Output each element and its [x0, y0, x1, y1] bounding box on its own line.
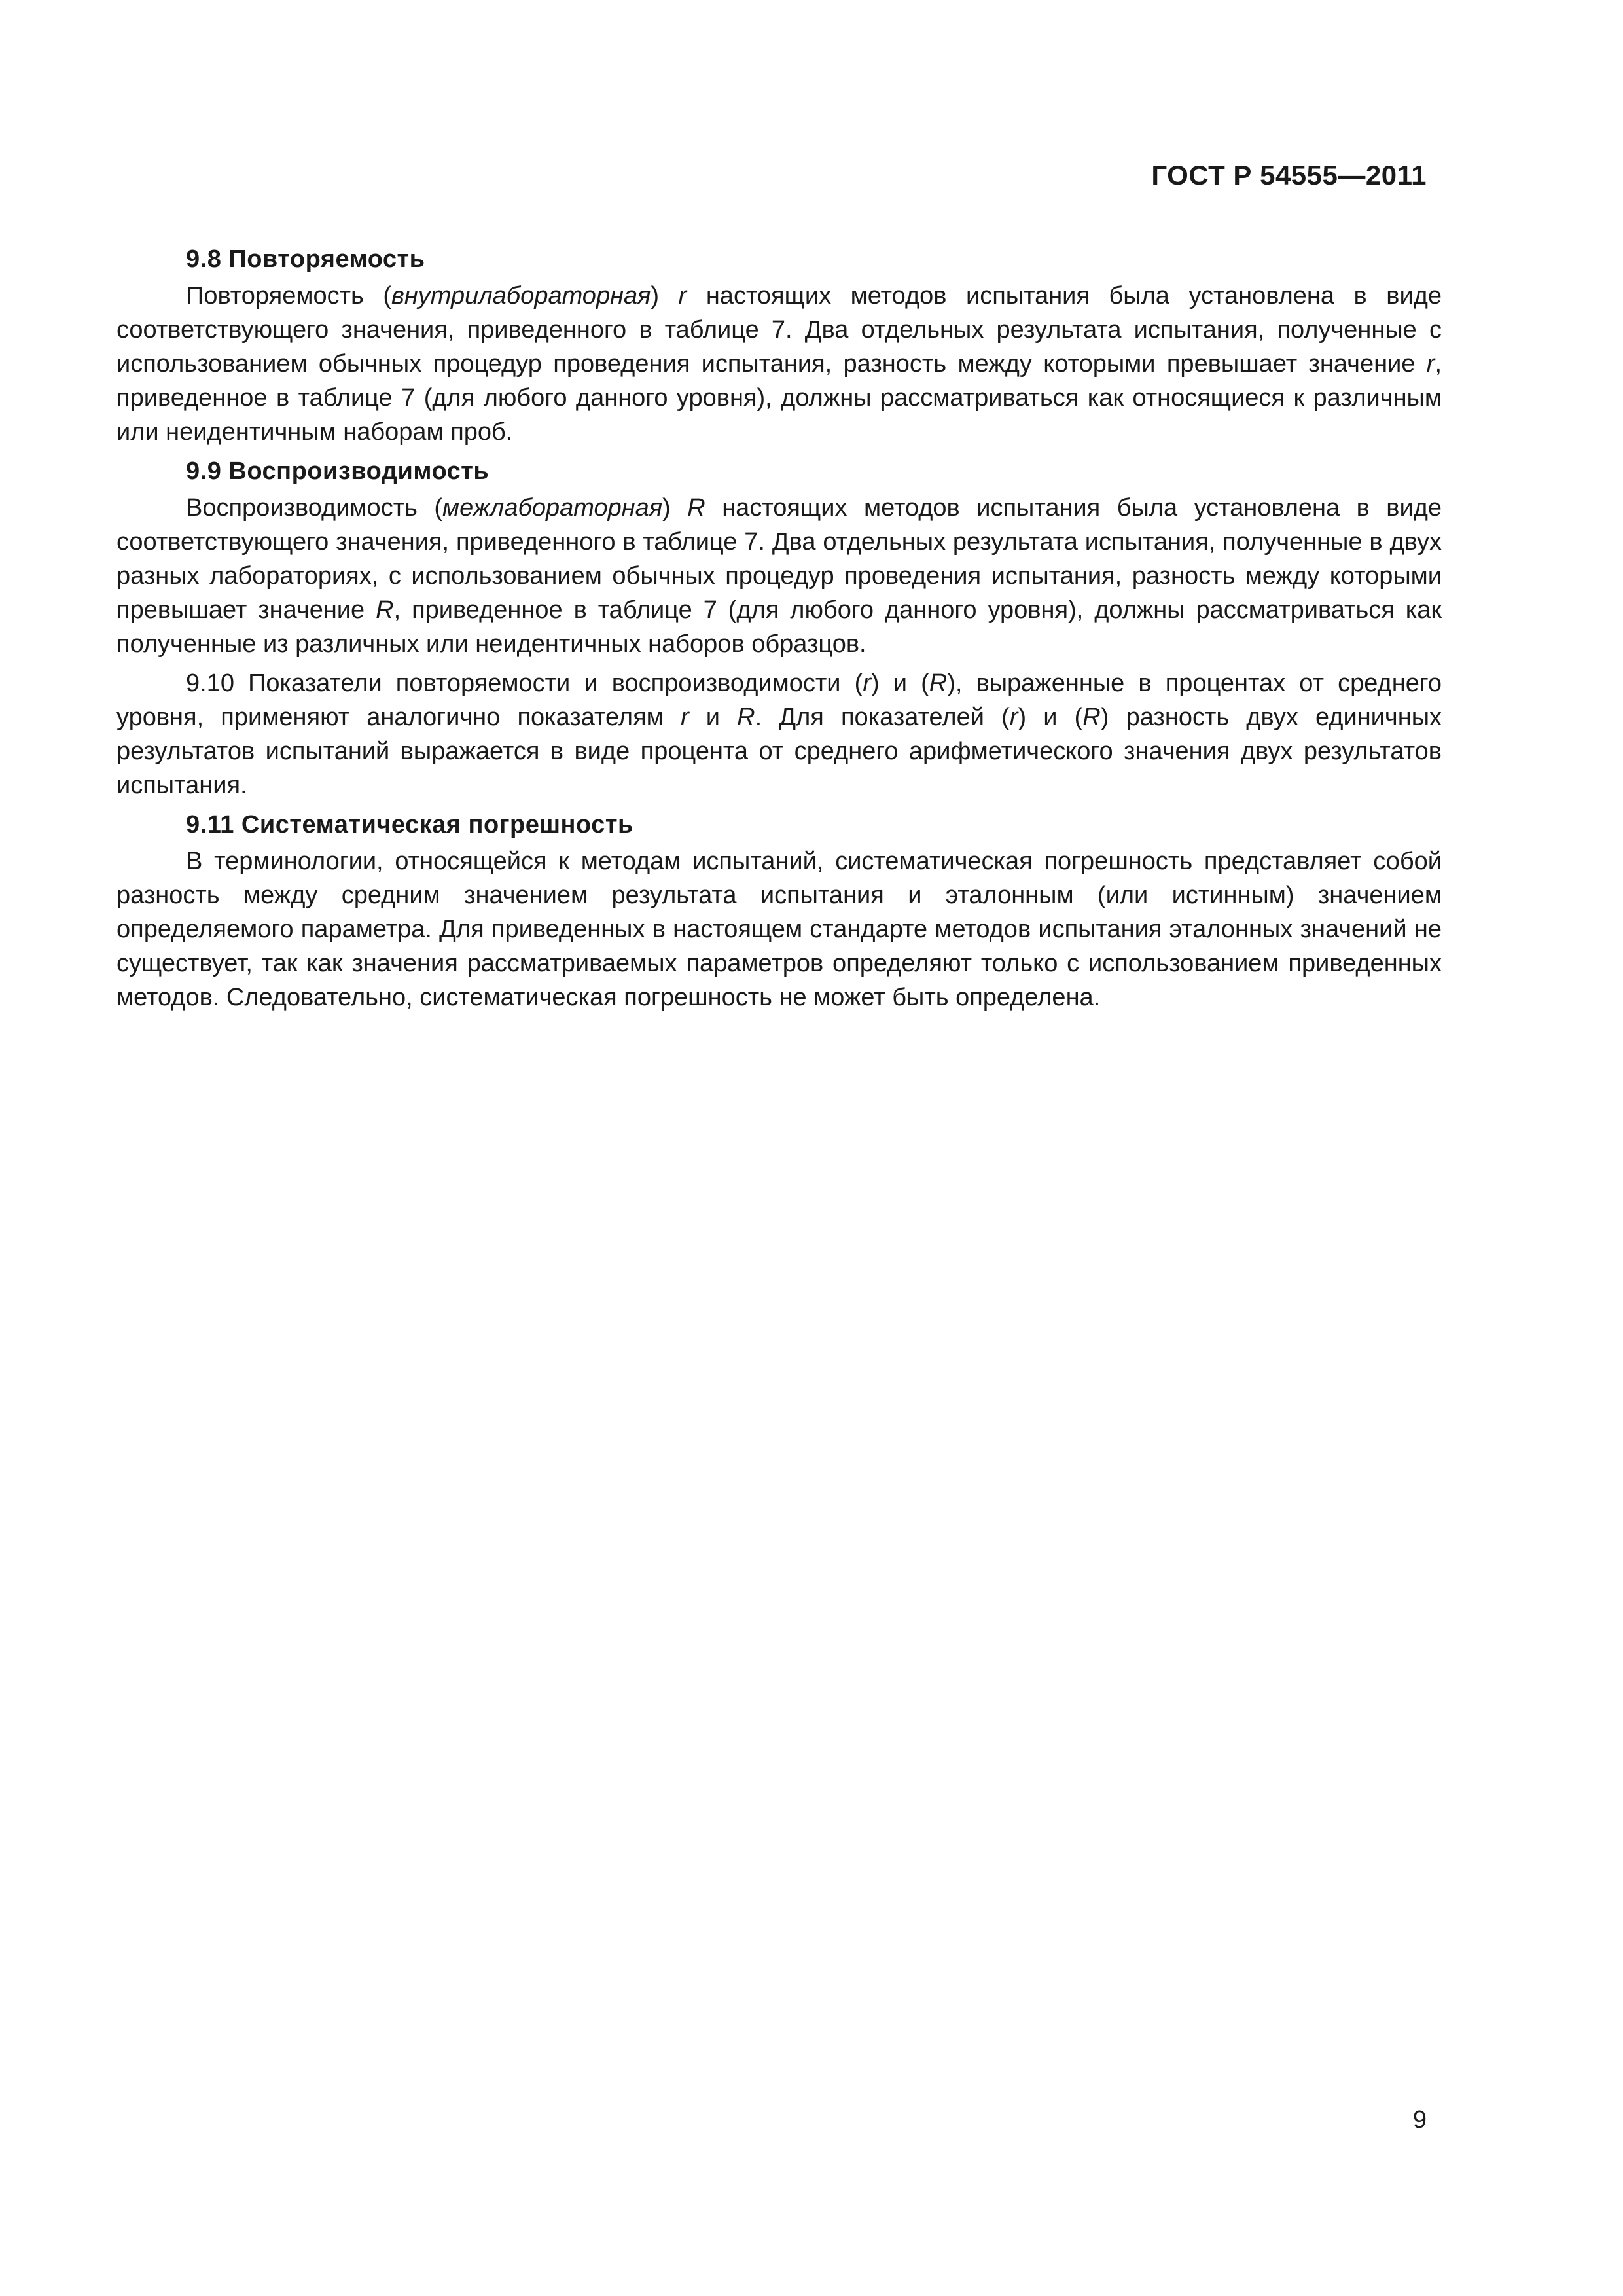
- text-run: ): [662, 494, 688, 522]
- italic-symbol: r: [678, 282, 687, 310]
- text-run: ) и (: [870, 670, 929, 697]
- italic-symbol: r: [680, 704, 689, 731]
- italic-symbol: R: [1082, 704, 1101, 731]
- text-run: , приведенное в таблице 7 (для любого данного уровня), должны рассматриваться как относящиеся к различным или неидентичным наборам проб.: [116, 350, 1442, 446]
- italic-symbol: r: [1426, 350, 1435, 378]
- text-run: Воспроизводимость (: [186, 494, 443, 522]
- text-run: ) разность двух единичных результатов испытаний выражается в виде процента от среднего арифметического значения двух результатов испытания.: [116, 704, 1442, 799]
- text-run: ) и (: [1018, 704, 1083, 731]
- section-heading-9-9: 9.9 Воспроизводимость: [186, 457, 490, 485]
- text-run: и: [688, 704, 738, 731]
- italic-symbol: r: [863, 670, 871, 697]
- document-body: [116, 242, 1442, 1020]
- text-run: ), выраженные в процентах от среднего уровня, применяют аналогично показателям: [116, 670, 1442, 731]
- page-number: 9: [1412, 2106, 1427, 2134]
- text-run: . Для показателей (: [755, 704, 1010, 731]
- italic-symbol: R: [737, 704, 755, 731]
- section-paragraph-9-10: [116, 666, 1442, 802]
- text-run: настоящих методов испытания была установлена в виде соответствующего значения, приведенного в таблице 7. Два отдельных результата испытания, полученные с использованием обычных процедур проведения испытания, разность между которыми превышает значение: [116, 282, 1442, 378]
- section-heading-9-8: 9.8 Повторяемость: [186, 245, 425, 273]
- italic-symbol: R: [929, 670, 948, 697]
- document-code: ГОСТ Р 54555—2011: [1151, 160, 1427, 190]
- italic-symbol: R: [687, 494, 705, 522]
- section-heading-9-11: 9.11 Систематическая погрешность: [186, 811, 633, 838]
- text-run: Повторяемость (: [186, 282, 391, 310]
- italic-symbol: R: [376, 596, 394, 624]
- section-paragraph-9-9: [116, 491, 1442, 661]
- text-run: настоящих методов испытания была установлена в виде соответствующего значения, приведенного в таблице 7. Два отдельных результата испытания, полученные в двух разных лабораториях, с использованием обычных процедур проведения испытания, разность между которыми превышает значение: [116, 494, 1442, 624]
- italic-symbol: r: [1009, 704, 1018, 731]
- italic-term: межлабораторная: [442, 494, 663, 522]
- section-paragraph-9-11: В терминологии, относящейся к методам испытаний, систематическая погрешность представляет собой разность между средним значением результата испытания и эталонным (или истинным) значением определяемого параметра. Для приведенных в настоящем стандарте методов испытания эталонных значений не существует, так как значения рассматриваемых параметров определяют только с использованием приведенных методов. Следовательно, систематическая погрешность не может быть определена.: [116, 848, 1442, 1011]
- italic-term: внутрилабораторная: [391, 282, 651, 310]
- text-run: , приведенное в таблице 7 (для любого данного уровня), должны рассматриваться как полученные из различных или неидентичных наборов образцов.: [116, 596, 1442, 658]
- text-run: ): [651, 282, 679, 310]
- section-paragraph-9-8: [116, 279, 1442, 449]
- text-run: 9.10 Показатели повторяемости и воспроизводимости (: [186, 670, 863, 697]
